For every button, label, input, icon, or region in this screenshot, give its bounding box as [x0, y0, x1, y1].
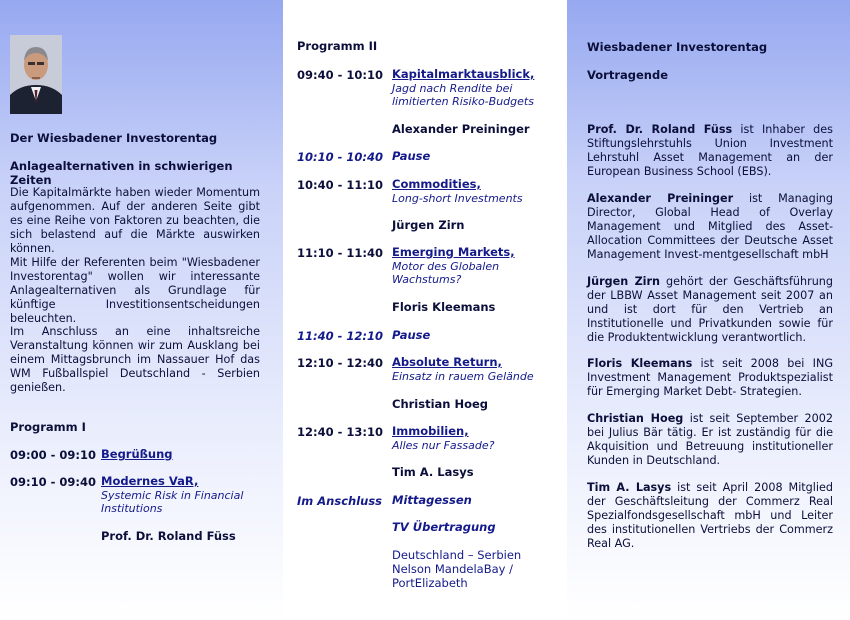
bio-text: ist seit 2008 bei ING Investment Management Produktspezialist für Emerging Market Debt- Strategien. — [587, 357, 833, 398]
program-1-title-1[interactable]: Begrüßung — [101, 447, 173, 461]
bio-lasys — [587, 481, 833, 551]
intro-paragraph-1: Die Kapitalmärkte haben wieder Momentum aufgenommen. Auf der anderen Seite gibt es eine Reihe von Faktoren zu beachten, die sich belastend auf die Märkte auswirken können. — [10, 186, 260, 255]
bio-kleemans — [587, 357, 833, 399]
program-2-time-2: 10:10 - 10:40 — [297, 150, 383, 164]
program-2-title-7[interactable]: Immobilien, — [392, 424, 469, 438]
intro-paragraph-3: Im Anschluss an eine inhaltsreiche Veranstaltung können wir zum Ausklang bei einem Mittagsbrunch im Nassauer Hof das WM Fußballspiel Deutschland - Serbien genießen. — [10, 325, 260, 394]
bio-preininger — [587, 192, 833, 262]
left-subheading: Anlagealternativen in schwierigen Zeiten — [10, 159, 233, 187]
program-2-pause-1: Pause — [392, 149, 431, 163]
program-2-speaker-1: Alexander Preininger — [392, 122, 530, 136]
program-2-pause-2: Pause — [392, 328, 431, 342]
program-1-title-2[interactable]: Modernes VaR, — [101, 474, 199, 488]
program-1-title: Programm I — [10, 420, 86, 434]
program-1-speaker-2: Prof. Dr. Roland Füss — [101, 529, 236, 543]
right-subheading: Vortragende — [587, 68, 669, 82]
program-2-time-7: 12:40 - 13:10 — [297, 425, 383, 439]
program-2-speaker-6: Christian Hoeg — [392, 397, 489, 411]
tv-detail-line-2: Nelson MandelaBay / — [392, 562, 513, 576]
program-2-title: Programm II — [297, 39, 378, 53]
bio-text: ist Managing Director, Global Head of Overlay Management und Mitglied des Asset-Allocation Committees der Deutsche Asset Management Invest-mentgesellschaft mbH — [587, 192, 833, 261]
program-2-subtitle-4: Motor des Globalen Wachstums? — [392, 260, 500, 287]
program-2-title-6[interactable]: Absolute Return, — [392, 355, 502, 369]
intro-paragraph-2: Mit Hilfe der Referenten beim "Wiesbadener Investorentag" wollen wir interessante Anlagealternativen als Grundlage für künftige Investitionsentscheidungen beleuchten. — [10, 256, 260, 325]
program-2-time-3: 10:40 - 11:10 — [297, 178, 383, 192]
program-2-lunch: Mittagessen — [392, 493, 472, 507]
bio-text: ist seit September 2002 bei Julius Bär tätig. Er ist zuständig für die Akquisition und Betreuung institutioneller Kunden in Deutschland. — [587, 412, 833, 467]
program-2-title-1[interactable]: Kapitalmarktausblick, — [392, 67, 535, 81]
bio-text: gehört der Geschäftsführung der LBBW Asset Management seit 2007 an und ist dort für den Vertrieb an Institutionelle und Privatkunden sowie für die Produktentwicklung verantwortlich. — [587, 275, 833, 344]
program-2-subtitle-7: Alles nur Fassade? — [392, 439, 495, 452]
program-2-title-3[interactable]: Commodities, — [392, 177, 481, 191]
bio-name: Alexander Preininger — [587, 192, 734, 205]
left-heading: Der Wiesbadener Investorentag — [10, 131, 218, 145]
bio-text: ist Inhaber des Stiftungslehrstuhls Union Investment Lehrstuhl Asset Management an der European Business School (EBS). — [587, 123, 833, 178]
bio-name: Tim A. Lasys — [587, 481, 672, 494]
program-2-title-4[interactable]: Emerging Markets, — [392, 245, 515, 259]
program-2-speaker-7: Tim A. Lasys — [392, 465, 474, 479]
program-2-subtitle-1: Jagd nach Rendite bei limitierten Risiko-Budgets — [392, 82, 534, 109]
program-2-time-4: 11:10 - 11:40 — [297, 246, 383, 260]
bio-name: Prof. Dr. Roland Füss — [587, 123, 733, 136]
bio-text: ist seit April 2008 Mitglied der Geschäftsleitung der Commerz Real Spezialfondsgesellschaft mbH und Leiter des institutionellen Vertriebs der Commerz Real AG. — [587, 481, 833, 550]
tv-detail-line-1: Deutschland – Serbien — [392, 548, 522, 562]
program-2-subtitle-3: Long-short Investments — [392, 192, 523, 205]
program-2-subtitle-6: Einsatz in rauem Gelände — [392, 370, 534, 383]
bio-zirn — [587, 275, 833, 345]
program-2-time-5: 11:40 - 12:10 — [297, 329, 383, 343]
bio-name: Jürgen Zirn — [587, 275, 660, 288]
bio-name: Floris Kleemans — [587, 357, 693, 370]
program-2-time-1: 09:40 - 10:10 — [297, 68, 383, 82]
bio-name: Christian Hoeg — [587, 412, 684, 425]
tv-detail-line-3: PortElizabeth — [392, 576, 468, 590]
program-2-time-6: 12:10 - 12:40 — [297, 356, 383, 370]
right-heading: Wiesbadener Investorentag — [587, 40, 768, 54]
program-1-subtitle-2: Systemic Risk in Financial Institutions — [101, 489, 244, 516]
program-2-speaker-4: Floris Kleemans — [392, 300, 496, 314]
program-1-time-2: 09:10 - 09:40 — [10, 475, 96, 489]
program-2-time-8: Im Anschluss — [297, 494, 383, 508]
tv-broadcast-title: TV Übertragung — [392, 520, 496, 534]
program-2-speaker-3: Jürgen Zirn — [392, 218, 465, 232]
bio-hoeg — [587, 412, 833, 468]
program-1-time-1: 09:00 - 09:10 — [10, 448, 96, 462]
bio-fuess — [587, 123, 833, 179]
speaker-portrait-photo — [10, 35, 62, 114]
